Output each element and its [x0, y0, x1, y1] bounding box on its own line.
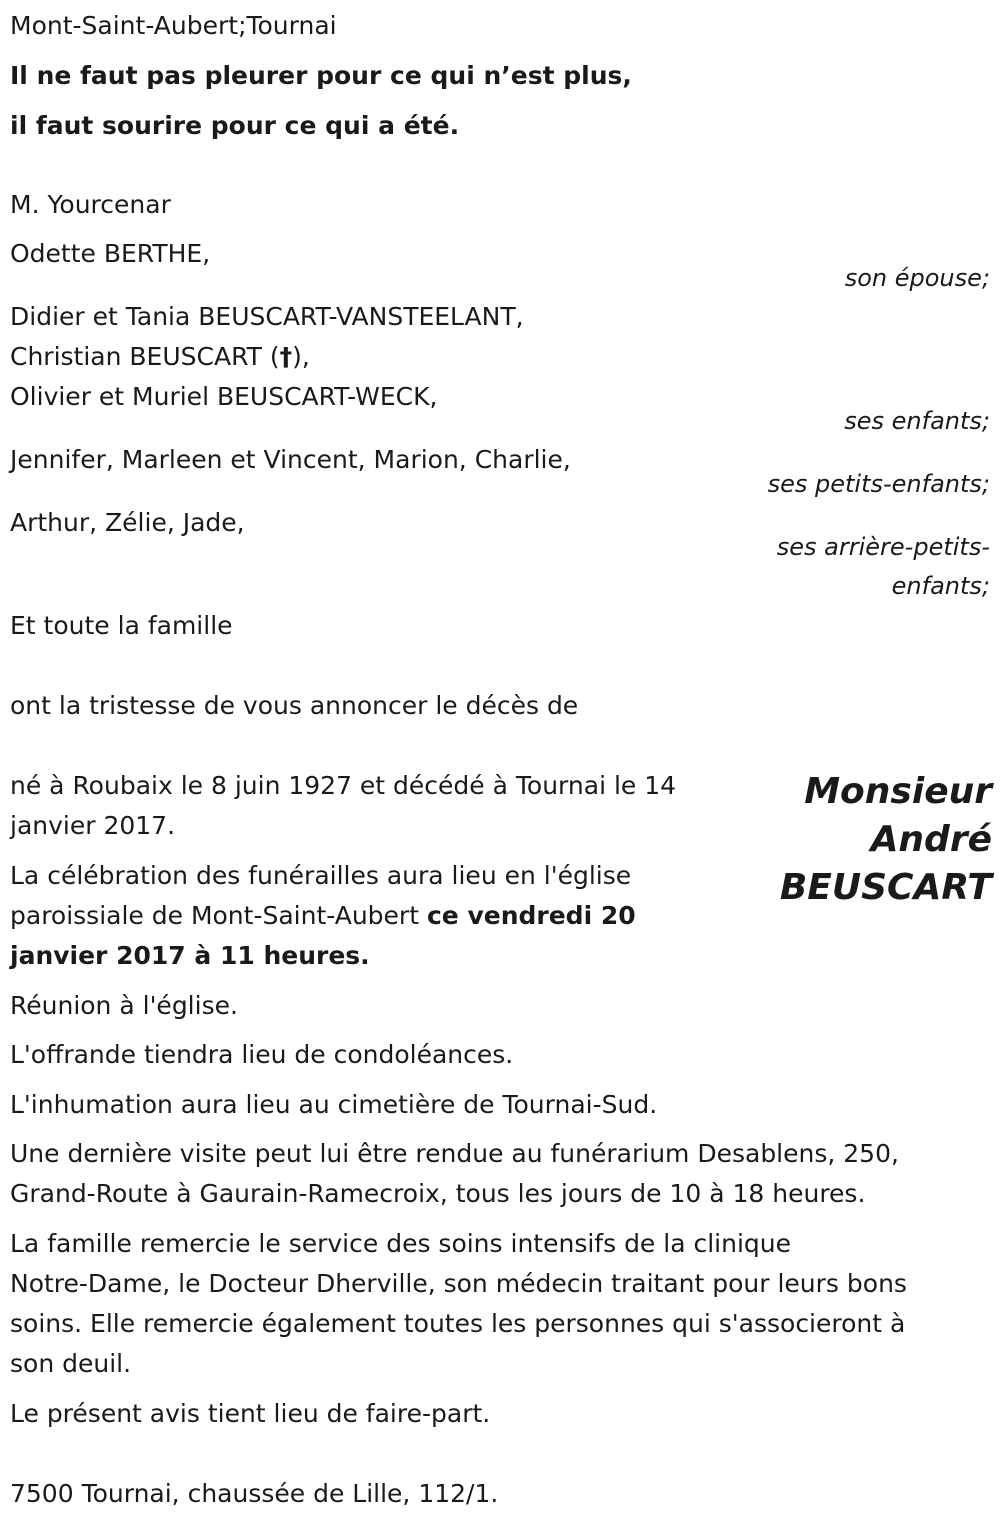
- whole-family: Et toute la famille: [10, 611, 233, 640]
- funeral-date-part: ce vendredi 20: [426, 901, 636, 930]
- grandchildren-role: ses petits-enfants;: [767, 470, 990, 498]
- child-3: Olivier et Muriel BEUSCART-WECK,: [10, 382, 438, 411]
- great-grandchildren-role-1: ses arrière-petits-: [776, 533, 990, 561]
- cross-icon: †: [279, 342, 293, 371]
- thanks-line-3: soins. Elle remercie également toutes les personnes qui s'associeront à: [10, 1309, 906, 1338]
- birth-death-line-1: né à Roubaix le 8 juin 1927 et décédé à Tournai le 14: [10, 771, 677, 800]
- child-1: Didier et Tania BEUSCART-VANSTEELANT,: [10, 302, 524, 331]
- burial-text: L'inhumation aura lieu au cimetière de Tournai-Sud.: [10, 1090, 658, 1119]
- location-text: Mont-Saint-Aubert;Tournai: [10, 11, 337, 40]
- address-text: 7500 Tournai, chaussée de Lille, 112/1.: [10, 1479, 499, 1508]
- deceased-first-name: André: [870, 819, 992, 860]
- announcement-intro: ont la tristesse de vous annoncer le décès de: [10, 691, 579, 720]
- child-2-name: Christian BEUSCART (: [10, 342, 280, 371]
- funeral-line-1: La célébration des funérailles aura lieu en l'église: [10, 861, 632, 890]
- children-role: ses enfants;: [844, 407, 990, 435]
- notice-text: Le présent avis tient lieu de faire-part.: [10, 1399, 491, 1428]
- quote-author: M. Yourcenar: [10, 190, 171, 219]
- visit-line-2: Grand-Route à Gaurain-Ramecroix, tous les jours de 10 à 18 heures.: [10, 1179, 866, 1208]
- spouse-name: Odette BERTHE,: [10, 239, 211, 268]
- funeral-line-2: [10, 896, 636, 936]
- funeral-line-3: janvier 2017 à 11 heures.: [10, 941, 370, 970]
- funeral-place: paroissiale de Mont-Saint-Aubert: [10, 901, 427, 930]
- spouse-role: son épouse;: [844, 264, 990, 292]
- visit-line-1: Une dernière visite peut lui être rendue au funérarium Desablens, 250,: [10, 1139, 899, 1168]
- child-2: [10, 337, 310, 377]
- meeting-text: Réunion à l'église.: [10, 991, 238, 1020]
- deceased-title: Monsieur: [804, 771, 992, 812]
- thanks-line-4: son deuil.: [10, 1349, 132, 1378]
- deceased-last-name: BEUSCART: [779, 867, 992, 908]
- offering-text: L'offrande tiendra lieu de condoléances.: [10, 1040, 514, 1069]
- thanks-line-2: Notre-Dame, le Docteur Dherville, son médecin traitant pour leurs bons: [10, 1269, 907, 1298]
- quote-line-1: Il ne faut pas pleurer pour ce qui n’est plus,: [10, 61, 632, 90]
- birth-death-line-2: janvier 2017.: [10, 811, 176, 840]
- great-grandchildren-names: Arthur, Zélie, Jade,: [10, 508, 245, 537]
- quote-line-2: il faut sourire pour ce qui a été.: [10, 111, 460, 140]
- thanks-line-1: La famille remercie le service des soins intensifs de la clinique: [10, 1229, 791, 1258]
- great-grandchildren-role-2: enfants;: [891, 572, 990, 600]
- grandchildren-names: Jennifer, Marleen et Vincent, Marion, Charlie,: [10, 445, 571, 474]
- deceased-name-block: [780, 768, 992, 912]
- child-2-suffix: ),: [292, 342, 310, 371]
